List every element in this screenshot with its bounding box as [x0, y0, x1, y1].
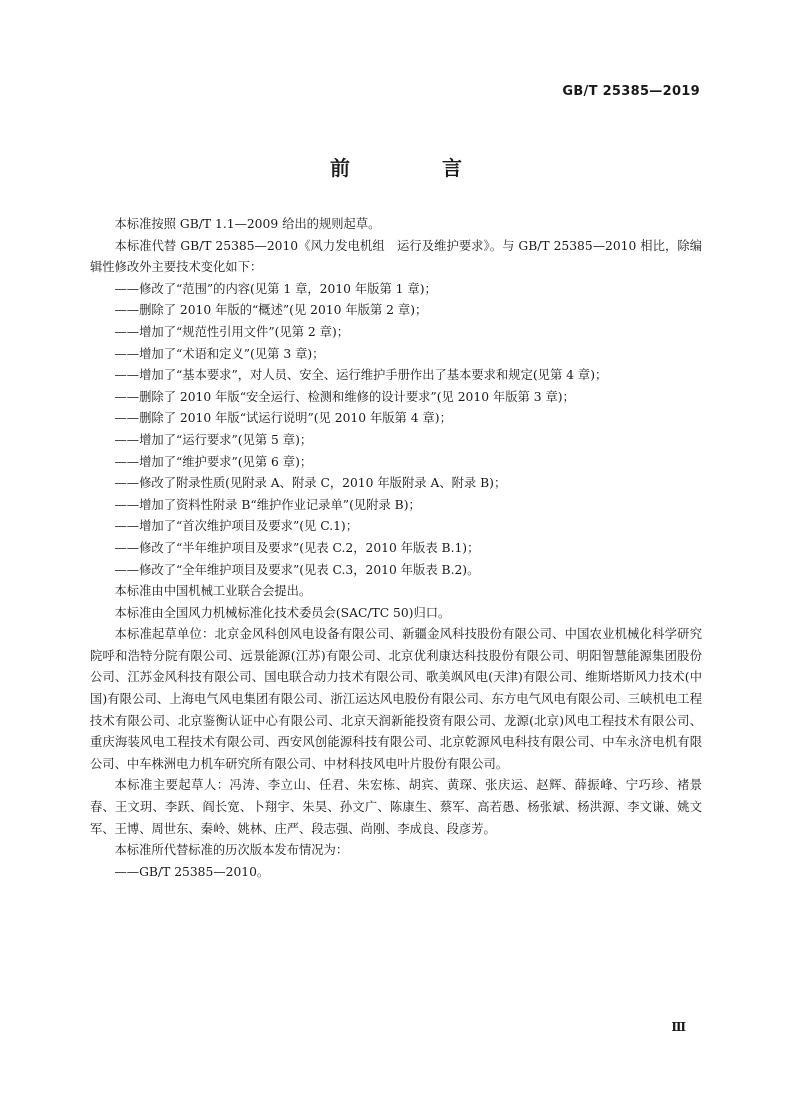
paragraph-drafting-units: 本标准起草单位：北京金风科创风电设备有限公司、新疆金风科技股份有限公司、中国农业机械化科学研究院呼和浩特分院有限公司、远景能源(江苏)有限公司、北京优利康达科技股份有限公司、明阳智慧能源集团股份公司、江苏金风科技有限公司、国电联合动力技术有限公司、歌美飒风电(天津)有限公司、维斯塔斯风力技术(中国)有限公司、上海电气风电集团有限公司、浙江运达风电股份有限公司、东方电气风电有限公司、三峡机电工程技术有限公司、北京鉴衡认证中心有限公司、北京天润新能投资有限公司、龙源(北京)风电工程技术有限公司、重庆海装风电工程技术有限公司、西安风创能源科技有限公司、北京乾源风电科技有限公司、中车永济电机有限公司、中车株洲电力机车研究所有限公司、中材科技风电叶片股份有限公司。	[90, 627, 702, 771]
paragraph-jurisdiction: 本标准由全国风力机械标准化技术委员会(SAC/TC 50)归口。	[114, 605, 451, 620]
foreword-body	[90, 214, 702, 883]
list-item: ——删除了 2010 年版的“概述”(见 2010 年版第 2 章)；	[114, 303, 428, 318]
list-item: ——修改了“范围”的内容(见第 1 章，2010 年版第 1 章)；	[114, 281, 437, 296]
changes-list	[90, 279, 702, 581]
paragraph-proposed-by: 本标准由中国机械工业联合会提出。	[114, 584, 312, 599]
list-item: ——增加了“基本要求”，对人员、安全、运行维护手册作出了基本要求和规定(见第 4 章)；	[114, 368, 608, 383]
list-item: ——修改了“半年维护项目及要求”(见表 C.2，2010 年版表 B.1)；	[114, 540, 480, 555]
history-item: ——GB/T 25385—2010。	[114, 864, 270, 879]
page-title: 前 言	[330, 156, 498, 180]
list-item: ——删除了 2010 年版“试运行说明”(见 2010 年版第 4 章)；	[114, 411, 452, 426]
list-item: ——增加了“运行要求”(见第 5 章)；	[114, 432, 313, 447]
list-item: ——删除了 2010 年版“安全运行、检测和维修的设计要求”(见 2010 年版第 3 章)；	[114, 389, 575, 404]
standard-code: GB/T 25385—2019	[562, 84, 700, 99]
paragraph-drafting-rules: 本标准按照 GB/T 1.1—2009 给出的规则起草。	[114, 217, 381, 231]
list-item: ——增加了“术语和定义”(见第 3 章)；	[114, 346, 325, 361]
paragraph-history-intro: 本标准所代替标准的历次版本发布情况为：	[114, 843, 349, 858]
list-item: ——增加了资料性附录 B“维护作业记录单”(见附录 B)；	[114, 497, 421, 512]
list-item: ——修改了附录性质(见附录 A、附录 C，2010 年版附录 A、附录 B)；	[114, 476, 507, 491]
list-item: ——增加了“规范性引用文件”(见第 2 章)；	[114, 324, 350, 339]
list-item: ——增加了“首次维护项目及要求”(见 C.1)；	[114, 519, 359, 534]
page-number: Ⅲ	[671, 1020, 686, 1034]
list-item: ——增加了“维护要求”(见第 6 章)；	[114, 454, 313, 469]
paragraph-replaces: 本标准代替 GB/T 25385—2010《风力发电机组 运行及维护要求》。与 GB/T 25385—2010 相比，除编辑性修改外主要技术变化如下：	[90, 238, 702, 275]
paragraph-drafters: 本标准主要起草人：冯涛、李立山、任君、朱宏栋、胡宾、黄琛、张庆运、赵辉、薛振峰、宁巧珍、褚景春、王文玥、李跃、阎长宽、卜翔宇、朱昊、孙文广、陈康生、蔡军、高若愚、杨张斌、杨洪源、李文谦、姚文军、王博、周世东、秦岭、姚林、庄严、段志强、尚刚、李成良、段彦芳。	[90, 778, 702, 836]
list-item: ——修改了“全年维护项目及要求”(见表 C.3，2010 年版表 B.2)。	[114, 562, 480, 577]
